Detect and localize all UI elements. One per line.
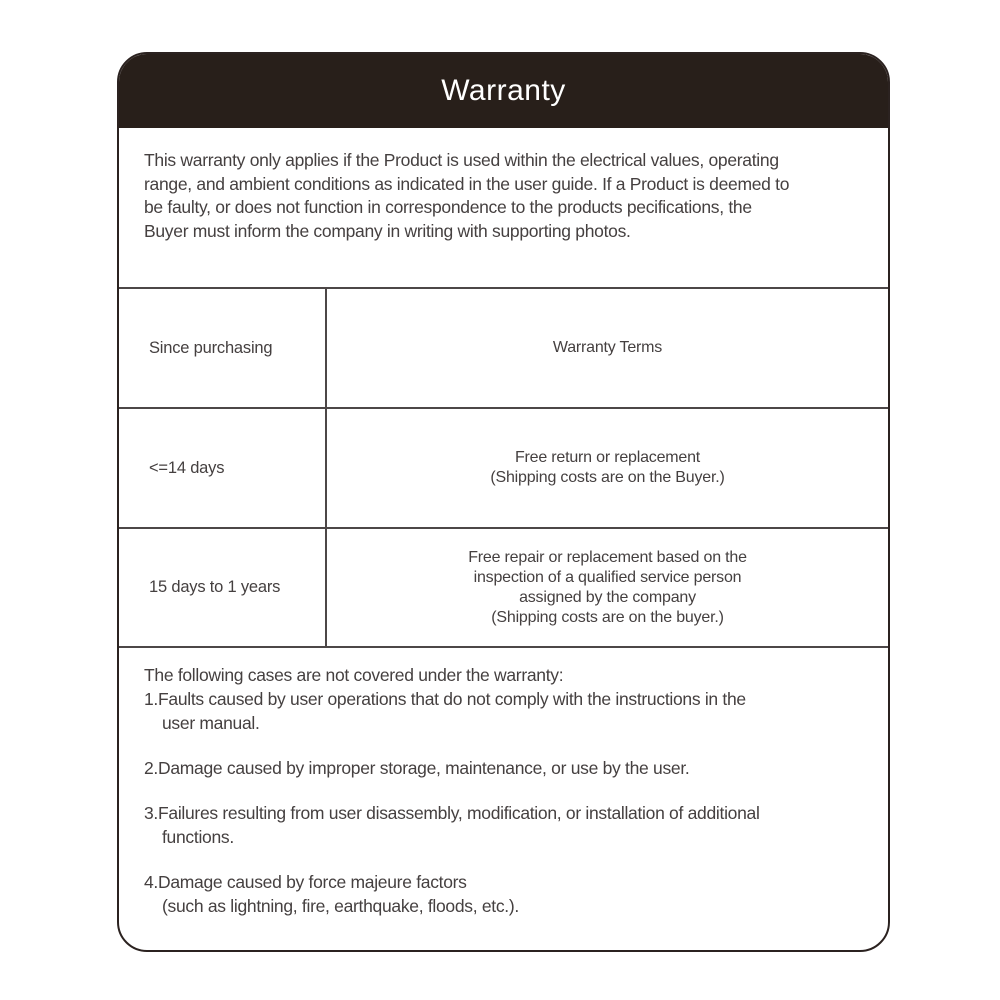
table-row [119,529,888,646]
exclusion-item-text: 2.Damage caused by improper storage, maintenance, or use by the user. [144,758,690,778]
exclusion-item [144,756,868,780]
exclusions-list [144,687,868,918]
exclusion-item [144,687,868,735]
exclusion-item [144,870,868,918]
terms-cell [327,409,888,527]
exclusions-heading: The following cases are not covered under the warranty: [144,665,564,685]
intro-line: range, and ambient conditions as indicated in the user guide. If a Product is deemed to [144,173,790,194]
terms-line: (Shipping costs are on the Buyer.) [490,469,725,486]
intro-paragraph [119,128,888,287]
warranty-table [119,287,888,648]
table-row [119,409,888,529]
exclusion-item-text: (such as lightning, fire, earthquake, floods, etc.). [162,896,519,916]
exclusion-item-text: functions. [162,827,234,847]
terms-line: assigned by the company [519,588,696,606]
column-header-since-purchasing: Since purchasing [119,289,327,407]
intro-line: This warranty only applies if the Product is used within the electrical values, operating [144,150,779,170]
page-title: Warranty [441,74,566,107]
intro-line: Buyer must inform the company in writing with supporting photos. [144,220,631,241]
intro-line: be faulty, or does not function in correspondence to the products pecifications, the [144,197,752,217]
terms-line: (Shipping costs are on the buyer.) [491,608,724,626]
exclusions-section [119,648,888,918]
warranty-card [117,52,890,952]
table-header-row [119,289,888,409]
terms-cell [327,529,888,646]
period-cell: 15 days to 1 years [119,529,327,646]
card-header [119,54,888,128]
terms-line: inspection of a qualified service person [473,568,742,586]
terms-line: Free return or replacement [514,449,701,466]
column-header-label: Warranty Terms [552,339,663,356]
terms-line: Free repair or replacement based on the [468,548,747,566]
exclusion-item-text: user manual. [162,713,260,733]
exclusion-item-text: 4.Damage caused by force majeure factors [144,872,467,892]
exclusion-item-text: 1.Faults caused by user operations that do not comply with the instructions in the [144,689,746,709]
exclusion-item-text: 3.Failures resulting from user disassembly, modification, or installation of additional [144,803,760,823]
column-header-warranty-terms [327,289,888,407]
period-cell: <=14 days [119,409,327,527]
exclusion-item [144,801,868,849]
